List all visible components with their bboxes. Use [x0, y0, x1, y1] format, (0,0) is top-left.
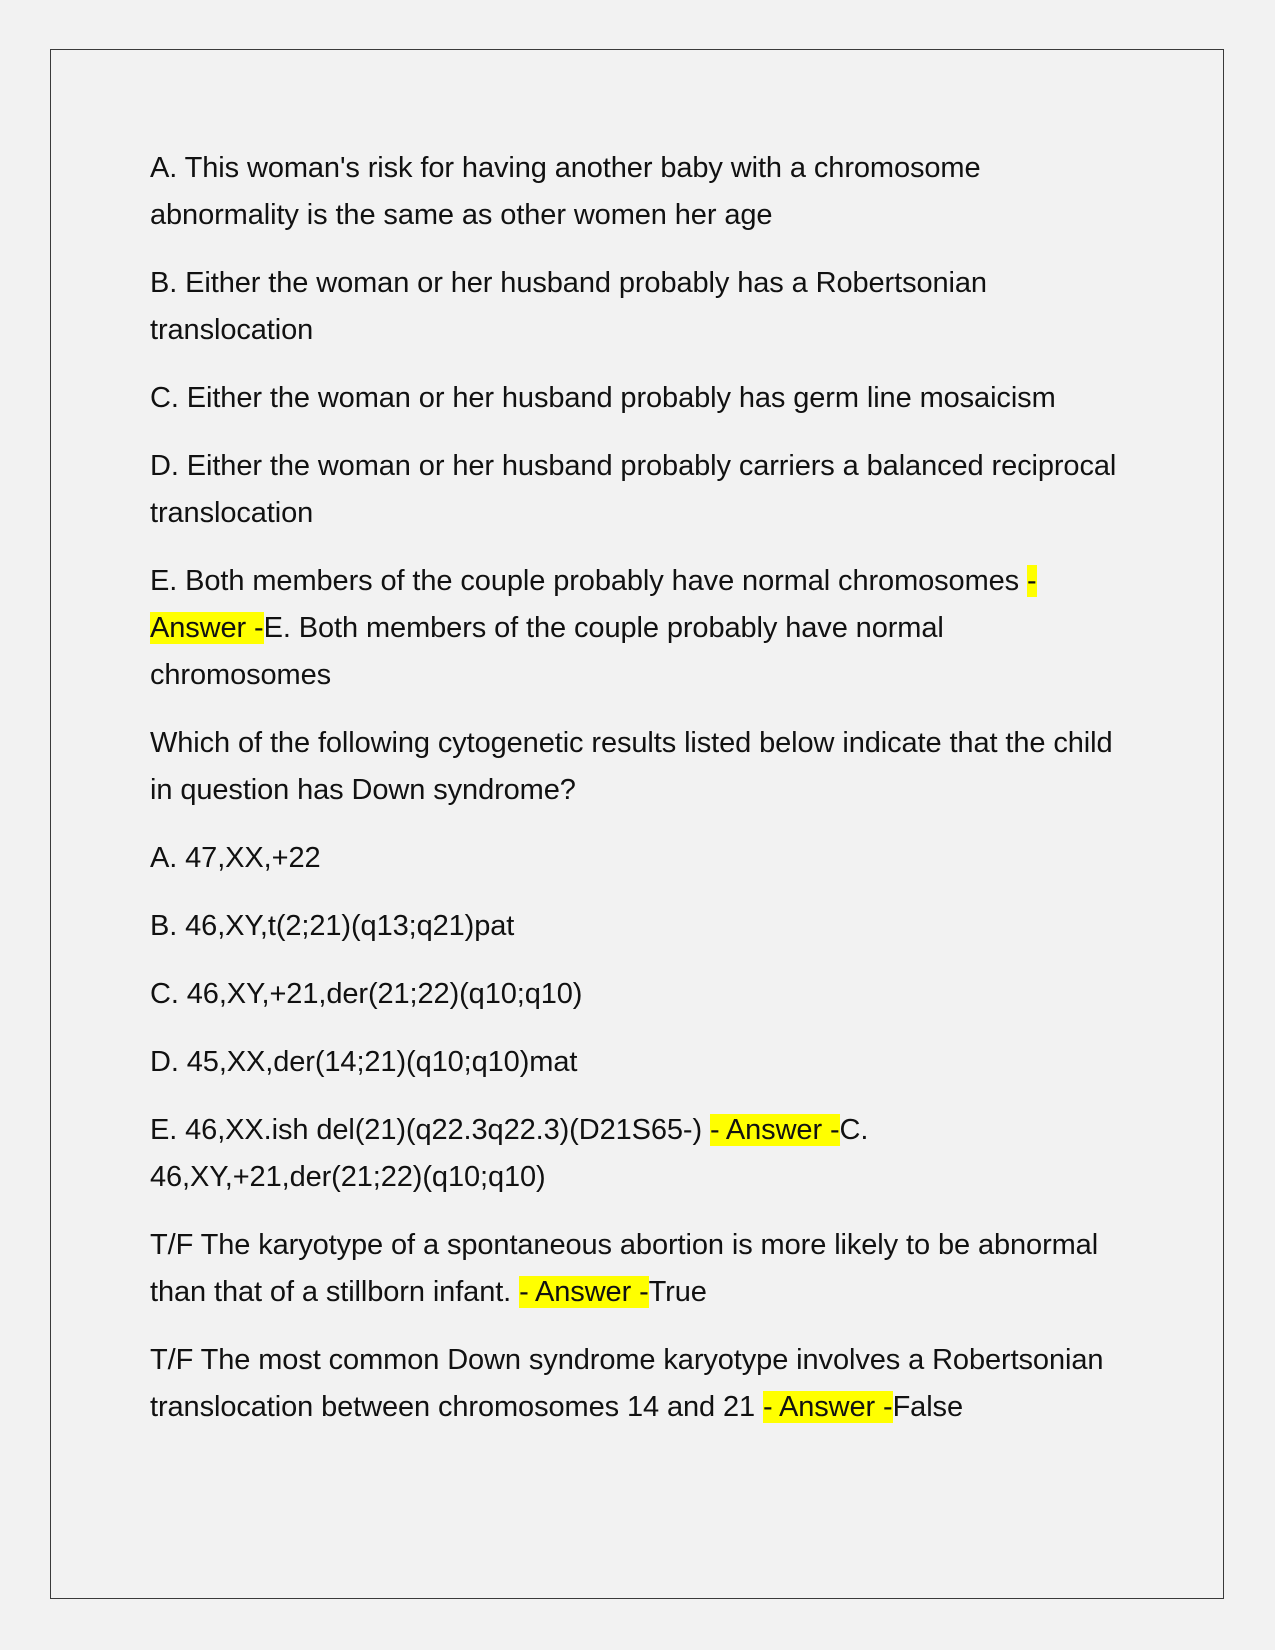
paragraph-text: D. 45,XX,der(14;21)(q10;q10)mat	[150, 1046, 578, 1078]
answer-highlight: - Answer -	[150, 565, 1037, 644]
question-down-syndrome	[150, 720, 1130, 814]
tf-down-syndrome-karyotype	[150, 1337, 1130, 1431]
answer-text: E. Both members of the couple probably have normal chromosomes	[150, 612, 944, 691]
paragraph-text: A. This woman's risk for having another baby with a chromosome abnormality is the same as other women her age	[150, 152, 981, 231]
karyotype-option-c	[150, 971, 1130, 1018]
option-e-normal-with-answer	[150, 558, 1130, 699]
paragraph-text: B. 46,XY,t(2;21)(q13;q21)pat	[150, 910, 515, 942]
answer-text: False	[892, 1391, 963, 1423]
paragraph-text: T/F The most common Down syndrome karyotype involves a Robertsonian translocation between chromosomes 14 and 21	[150, 1344, 1104, 1423]
paragraph-text: E. 46,XX.ish del(21)(q22.3q22.3)(D21S65-)	[150, 1114, 710, 1146]
paragraph-text: A. 47,XX,+22	[150, 842, 321, 874]
answer-highlight: - Answer -	[763, 1391, 893, 1423]
paragraph-text: E. Both members of the couple probably have normal chromosomes	[150, 565, 1028, 597]
option-a-risk	[150, 145, 1130, 239]
karyotype-option-a	[150, 835, 1130, 882]
paragraph-text: Which of the following cytogenetic results listed below indicate that the child in question has Down syndrome?	[150, 727, 1113, 806]
answer-highlight: - Answer -	[519, 1276, 649, 1308]
karyotype-option-d	[150, 1039, 1130, 1086]
paragraph-text: T/F The karyotype of a spontaneous abortion is more likely to be abnormal than that of a stillborn infant.	[150, 1229, 1099, 1308]
paragraph-text: C. 46,XY,+21,der(21;22)(q10;q10)	[150, 978, 583, 1010]
karyotype-option-b	[150, 903, 1130, 950]
paragraph-text: C. Either the woman or her husband probably has germ line mosaicism	[150, 382, 1056, 414]
tf-spontaneous-abortion	[150, 1222, 1130, 1316]
paragraph-text: D. Either the woman or her husband probably carriers a balanced reciprocal translocation	[150, 450, 1117, 529]
answer-text: True	[648, 1276, 707, 1308]
document-body	[150, 145, 1130, 1452]
answer-text: C. 46,XY,+21,der(21;22)(q10;q10)	[150, 1114, 869, 1193]
option-c-mosaicism	[150, 375, 1130, 422]
option-b-robertsonian	[150, 260, 1130, 354]
option-d-reciprocal	[150, 443, 1130, 537]
paragraph-text: B. Either the woman or her husband probably has a Robertsonian translocation	[150, 267, 987, 346]
karyotype-option-e-with-answer	[150, 1107, 1130, 1201]
answer-highlight: - Answer -	[710, 1114, 840, 1146]
